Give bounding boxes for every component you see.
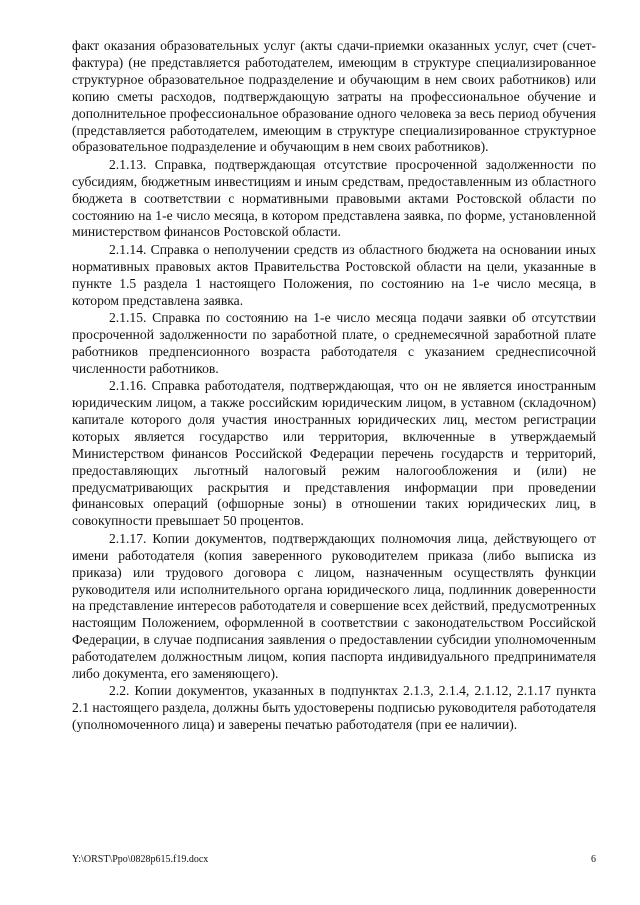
paragraph-1: факт оказания образовательных услуг (акты сдачи-приемки оказанных услуг, счет (счет-фактура) (не представляется работодателем, имеющим в структуре специализированное структурное образовательное подразделение и обучающим в нем своих работников) или копию сметы расходов, подтверждающую затраты на профессиональное обучение и дополнительное профессиональное образование одного человека за весь период обучения (представляется работодателем, имеющим в структуре специализированное структурное образовательное подразделение и обучающим в нем своих работников). <box>72 38 596 155</box>
paragraph-2-1-15: 2.1.15. Справка по состоянию на 1-е число месяца подачи заявки об отсутствии просроченной задолженности по заработной плате, о среднемесячной заработной плате работников предпенсионного возраста работодателя с указанием среднесписочной численности работников. <box>72 310 596 376</box>
paragraph-2-2: 2.2. Копии документов, указанных в подпунктах 2.1.3, 2.1.4, 2.1.12, 2.1.17 пункта 2.1 настоящего раздела, должны быть удостоверены подписью руководителя работодателя (уполномоченного лица) и заверены печатью работодателя (при ее наличии). <box>72 683 596 733</box>
paragraph-2-1-16: 2.1.16. Справка работодателя, подтверждающая, что он не является иностранным юридическим лицом, а также российским юридическим лицом, в уставном (складочном) капитале которого доля участия иностранных юридических лиц, местом регистрации которых является государство или территория, включенные в утверждаемый Министерством финансов Российской Федерации перечень государств и территорий, предоставляющих льготный налоговый режим налогообложения и (или) не предусматривающих раскрытия и представления информации при проведении финансовых операций (офшорные зоны) в отношении таких юридических лиц, в совокупности превышает 50 процентов. <box>72 378 596 529</box>
footer-file-path: Y:\ORST\Ppo\0828p615.f19.docx <box>72 854 209 865</box>
paragraph-2-1-14: 2.1.14. Справка о неполучении средств из областного бюджета на основании иных нормативных правовых актов Правительства Ростовской области на цели, указанные в пункте 1.5 раздела 1 настоящего Положения, по состоянию на 1-е число месяца, в котором представлена заявка. <box>72 241 596 308</box>
footer-page-number: 6 <box>591 854 596 865</box>
paragraph-2-1-13: 2.1.13. Справка, подтверждающая отсутствие просроченной задолженности по субсидиям, бюджетным инвестициям и иным средствам, предоставленным из областного бюджета в соответствии с нормативными правовыми актами Ростовской области по состоянию на 1-е число месяца, в котором представлена заявка, по форме, установленной министерством финансов Ростовской области. <box>72 156 596 240</box>
paragraph-2-1-17: 2.1.17. Копии документов, подтверждающих полномочия лица, действующего от имени работодателя (копия заверенного руководителем приказа (либо выписка из приказа) или трудового договора с лицом, назначенным осуществлять функции руководителя или исполнительного органа юридического лица, подлинник доверенности на представление интересов работодателя и совершение всех действий, предусмотренных настоящим Положением, оформленной в соответствии с законодательством Российской Федерации, в случае подписания заявления о предоставлении субсидии уполномоченным работодателем должностным лицом, копия паспорта индивидуального предпринимателя либо документа, его заменяющего). <box>72 530 596 682</box>
document-body <box>72 38 596 734</box>
